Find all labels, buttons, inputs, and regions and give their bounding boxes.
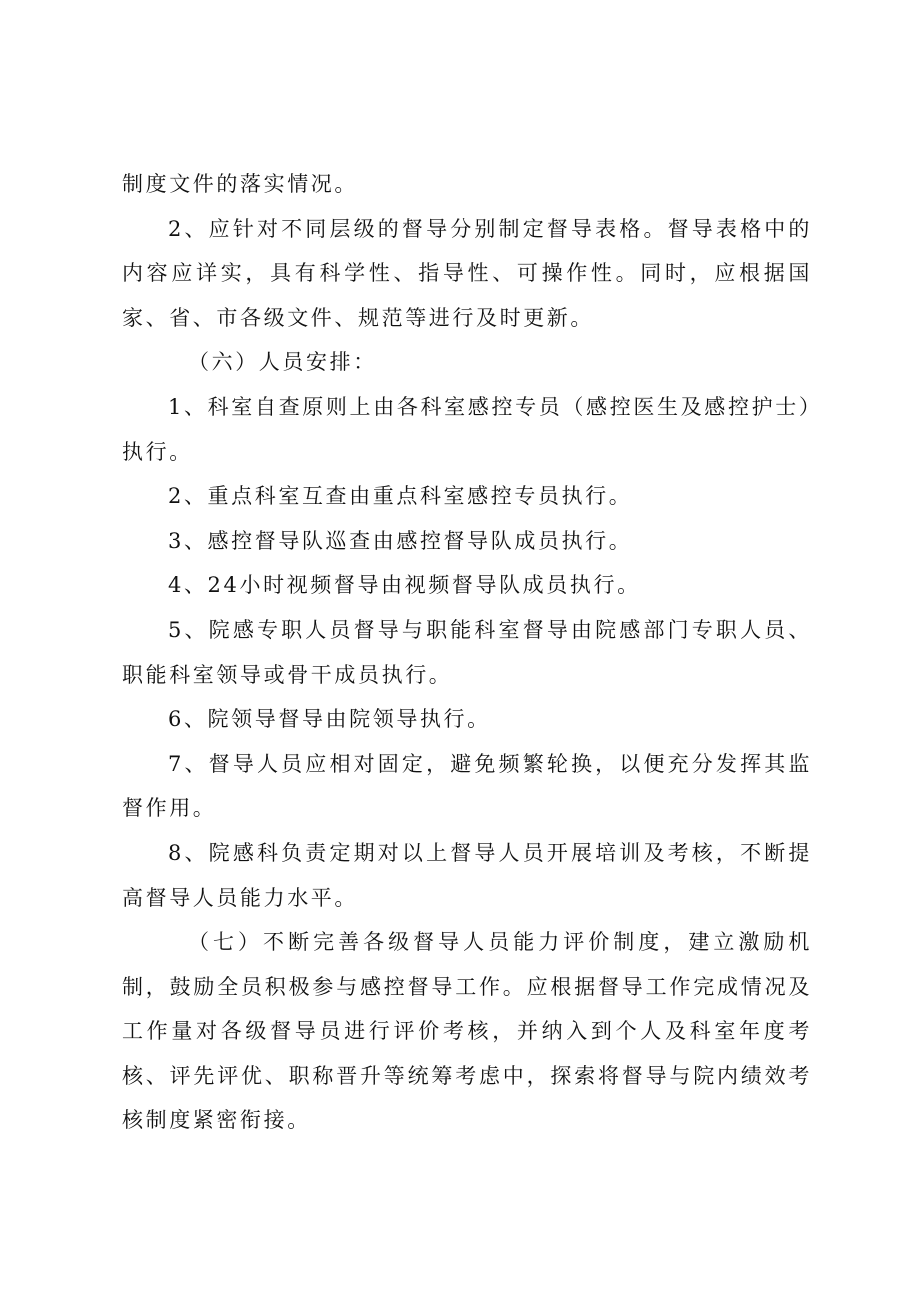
paragraph-staff-item-7: 7、督导人员应相对固定，避免频繁轮换，以便充分发挥其监督作用。: [122, 751, 812, 821]
paragraph-staff-item-5: 5、院感专职人员督导与职能科室督导由院感部门专职人员、职能科室领导或骨干成员执行。: [122, 617, 812, 687]
paragraph-staff-item-4: 4、24小时视频督导由视频督导队成员执行。: [168, 573, 641, 598]
document-body: [122, 162, 812, 1143]
section-heading-six: （六）人员安排：: [188, 350, 377, 375]
paragraph-staff-item-6: 6、院领导督导由院领导执行。: [168, 707, 491, 732]
paragraph-staff-item-1: 1、科室自查原则上由各科室感控专员（感控医生及感控护士）执行。: [122, 394, 812, 464]
section-paragraph-seven: （七）不断完善各级督导人员能力评价制度，建立激励机制，鼓励全员积极参与感控督导工作。应根据督导工作完成情况及工作量对各级督导员进行评价考核，并纳入到个人及科室年度考核、评先评优、职称晋升等统筹考虑中，探索将督导与院内绩效考核制度紧密衔接。: [122, 930, 812, 1133]
paragraph-staff-item-3: 3、感控督导队巡查由感控督导队成员执行。: [168, 528, 633, 553]
paragraph-continuation: 制度文件的落实情况。: [122, 172, 358, 196]
paragraph-item-2-tables: 2、应针对不同层级的督导分别制定督导表格。督导表格中的内容应详实，具有科学性、指导性、可操作性。同时，应根据国家、省、市各级文件、规范等进行及时更新。: [122, 216, 812, 330]
paragraph-staff-item-2: 2、重点科室互查由重点科室感控专员执行。: [168, 484, 633, 509]
paragraph-staff-item-8: 8、院感科负责定期对以上督导人员开展培训及考核，不断提高督导人员能力水平。: [122, 840, 812, 910]
